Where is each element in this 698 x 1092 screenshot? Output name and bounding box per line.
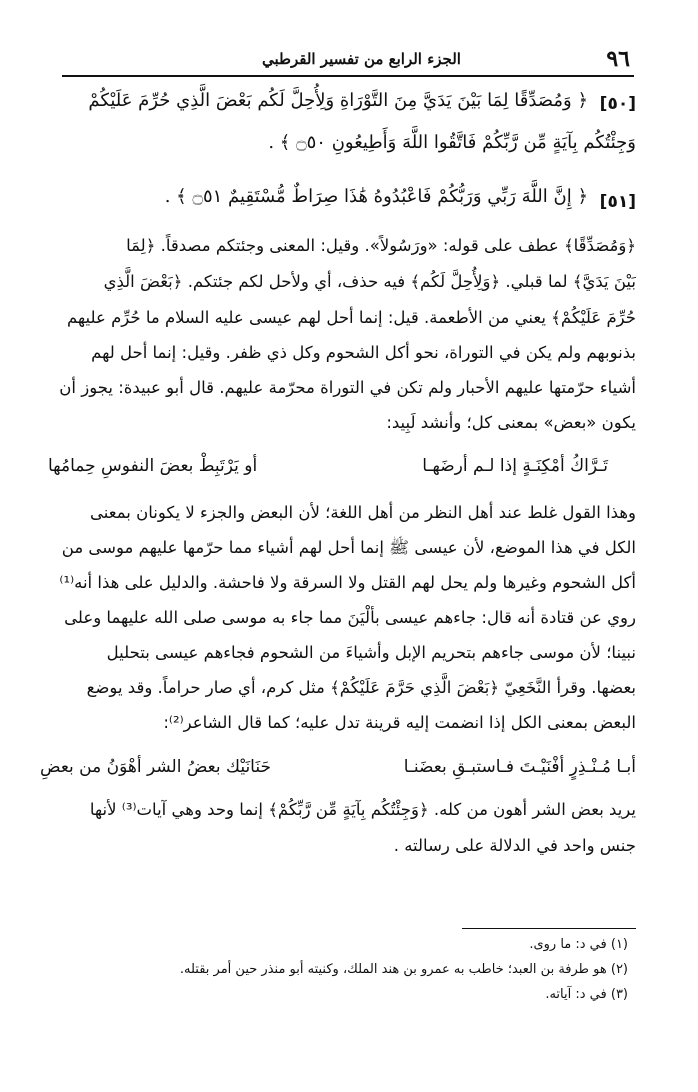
body-line: نبينا؛ لأن موسى جاءهم بتحريم الإبل وأشياءَ من الشحوم فجاءهم عيسى بتحليل xyxy=(106,643,636,662)
body-line: بَيْنَ يَدَيَّ﴾ لما قبلي. ﴿وَلِأُحِلَّ لَكُم﴾ فيه حذف، أي ولأحل لكم جئتكم. ﴿بَعْضَ الَّذِي xyxy=(103,272,636,291)
body-line: يريد بعض الشر أهون من كله. ﴿وَجِئْتُكُم بِآيَةٍ مِّن رَّبِّكُمْ﴾ إنما وحد وهي آيات⁽³⁾ لأنها xyxy=(89,800,636,819)
header-rule xyxy=(62,75,634,77)
footnote-1: (١) في د: ما روى. xyxy=(529,937,628,952)
body-line: أكل الشحوم وغيرها ولم يحل لهم القتل ولا السرقة ولا فاحشة. والدليل على هذا أنه⁽¹⁾ xyxy=(59,573,636,592)
footnote-rule xyxy=(462,928,636,929)
poem-1-hemistich-right: تَـرَّاكُ أمْكِنَـةٍ إذا لـم أرضَهـا xyxy=(422,456,608,476)
poem-2-hemistich-right: أبـا مُـنْـذِرٍ أفْنَيْـتَ فـاستبـقِ بعضَنـا xyxy=(403,757,636,777)
verse-50-line-1: ﴿ وَمُصَدِّقًا لِمَا بَيْنَ يَدَيَّ مِنَ التَّوْرَاةِ وَلِأُحِلَّ لَكُم بَعْضَ الَّذِي حُرِّمَ عَلَيْكُمْ xyxy=(88,90,588,111)
poem-1-hemistich-left: أو يَرْتَبِطْ بعضَ النفوسِ حِمامُها xyxy=(48,456,258,476)
body-line: أشياء حرّمتها عليهم الأحبار ولم تكن في التوراة محرّمة عليهم. قال أبو عبيدة: يجوز أن xyxy=(59,378,636,397)
page-header xyxy=(62,44,634,74)
body-line: جنس واحد في الدلالة على رسالته . xyxy=(393,836,636,855)
verse-51-line: ﴿ إِنَّ اللَّهَ رَبِّي وَرَبُّكُمْ فَاعْبُدُوهُ هَٰذَا صِرَاطٌ مُّسْتَقِيمٌ ۝٥١ ﴾ . xyxy=(164,186,588,207)
running-title: الجزء الرابع من تفسير القرطبي xyxy=(262,50,461,68)
body-line: البعض بمعنى الكل إذا انضمت إليه قرينة تدل عليه؛ كما قال الشاعر⁽²⁾: xyxy=(163,713,636,732)
poem-2-hemistich-left: حَنَانَيْك بعضُ الشر أهْوَنُ من بعضِ xyxy=(40,757,271,777)
body-line: حُرِّمَ عَلَيْكُمْ﴾ يعني من الأطعمة. قيل: إنما أحل لهم عيسى عليه السلام ما حُرِّم عليهم xyxy=(66,308,636,327)
footnote-2: (٢) هو طرفة بن العبد؛ خاطب به عمرو بن هند الملك، وكنيته أبو منذر حين أمر بقتله. xyxy=(179,962,628,977)
body-line: يكون «بعض» بمعنى كل؛ وأنشد لَبِيد: xyxy=(386,413,636,432)
body-line: روي عن قتادة أنه قال: جاءهم عيسى بألْيَنَ مما جاء به موسى صلى الله عليهما وعلى xyxy=(64,608,636,627)
body-line: بعضها. وقرأ النَّخَعِيّ ﴿بَعْضَ الَّذِي حَرَّمَ عَلَيْكُمْ﴾ مثل كرم، أي صار حراماً. وقد يوضع xyxy=(86,678,636,697)
body-line: وهذا القول غلط عند أهل النظر من أهل اللغة؛ لأن البعض والجزء لا يكونان بمعنى xyxy=(90,503,636,522)
footnote-3: (٣) في د: آياته. xyxy=(545,987,628,1002)
body-line: الكل في هذا الموضع، لأن عيسى ﷺ إنما أحل لهم أشياء مما حرّمها عليهم موسى من xyxy=(61,538,636,557)
verse-number-51: [٥١] xyxy=(599,192,636,212)
body-line: ﴿وَمُصَدِّقًا﴾ عطف على قوله: «ورَسُولاً». وقيل: المعنى وجئتكم مصدقاً. ﴿لِمَا xyxy=(126,236,636,255)
verse-number-50: [٥٠] xyxy=(599,94,636,114)
verse-50-line-2: وَجِئْتُكُم بِآيَةٍ مِّن رَّبِّكُمْ فَاتَّقُوا اللَّهَ وَأَطِيعُونِ ۝٥٠ ﴾ . xyxy=(268,132,636,153)
page-number: ٩٦ xyxy=(606,46,630,72)
body-line: بذنوبهم ولم يكن في التوراة، نحو أكل الشحوم وكل ذي ظفر. وقيل: إنما أحل لهم xyxy=(91,343,636,362)
